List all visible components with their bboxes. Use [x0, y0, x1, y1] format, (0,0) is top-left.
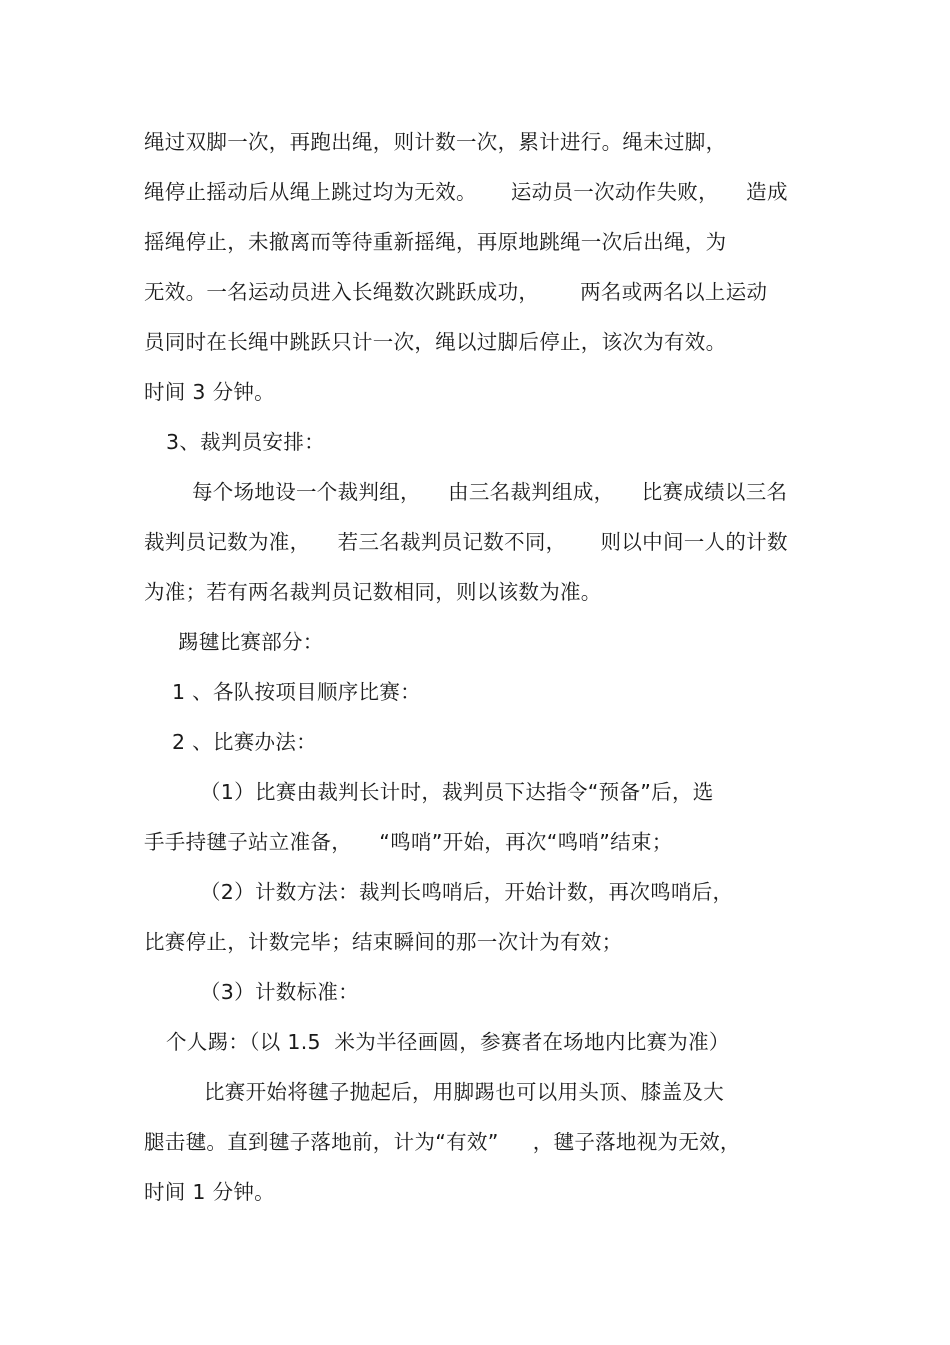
paragraph-line: 员同时在长绳中跳跃只计一次，绳以过脚后停止，该次为有效。 — [144, 330, 727, 354]
list-item: 1 、各队按项目顺序比赛： — [172, 680, 421, 704]
paragraph-line: 绳过双脚一次，再跑出绳，则计数一次，累计进行。绳未过脚， — [144, 130, 727, 154]
paragraph-line: 比赛开始将毽子抛起后，用脚踢也可以用头顶、膝盖及大 — [204, 1080, 724, 1104]
paragraph-line: 时间 3 分钟。 — [144, 380, 275, 404]
paragraph-line: （2）计数方法：裁判长鸣哨后，开始计数，再次鸣哨后， — [200, 880, 734, 904]
paragraph-line: 每个场地设一个裁判组， 由三名裁判组成， 比赛成绩以三名 — [192, 480, 788, 504]
paragraph-line: 个人踢：（以 1.5 米为半径画圆，参赛者在场地内比赛为准） — [166, 1030, 730, 1054]
paragraph-line: 腿击毽。直到毽子落地前，计为“有效” ，毽子落地视为无效， — [144, 1130, 741, 1154]
paragraph-line: 裁判员记数为准， 若三名裁判员记数不同， 则以中间一人的计数 — [144, 530, 788, 554]
paragraph-line: （3）计数标准： — [200, 980, 359, 1004]
paragraph-line: 手手持毽子站立准备， “鸣哨”开始，再次“鸣哨”结束； — [144, 830, 673, 854]
paragraph-line: （1）比赛由裁判长计时，裁判员下达指令“预备”后，选 — [200, 780, 714, 804]
paragraph-line: 为准；若有两名裁判员记数相同，则以该数为准。 — [144, 580, 602, 604]
paragraph-line: 比赛停止，计数完毕；结束瞬间的那一次计为有效； — [144, 930, 623, 954]
list-item: 2 、比赛办法： — [172, 730, 317, 754]
paragraph-line: 绳停止摇动后从绳上跳过均为无效。 运动员一次动作失败， 造成 — [144, 180, 788, 204]
paragraph-line: 时间 1 分钟。 — [144, 1180, 275, 1204]
paragraph-line: 无效。一名运动员进入长绳数次跳跃成功， 两名或两名以上运动 — [144, 280, 768, 304]
section-heading: 踢毽比赛部分： — [178, 630, 324, 654]
section-heading: 3、裁判员安排： — [166, 430, 325, 454]
paragraph-line: 摇绳停止，未撤离而等待重新摇绳，再原地跳绳一次后出绳，为 — [144, 230, 727, 254]
